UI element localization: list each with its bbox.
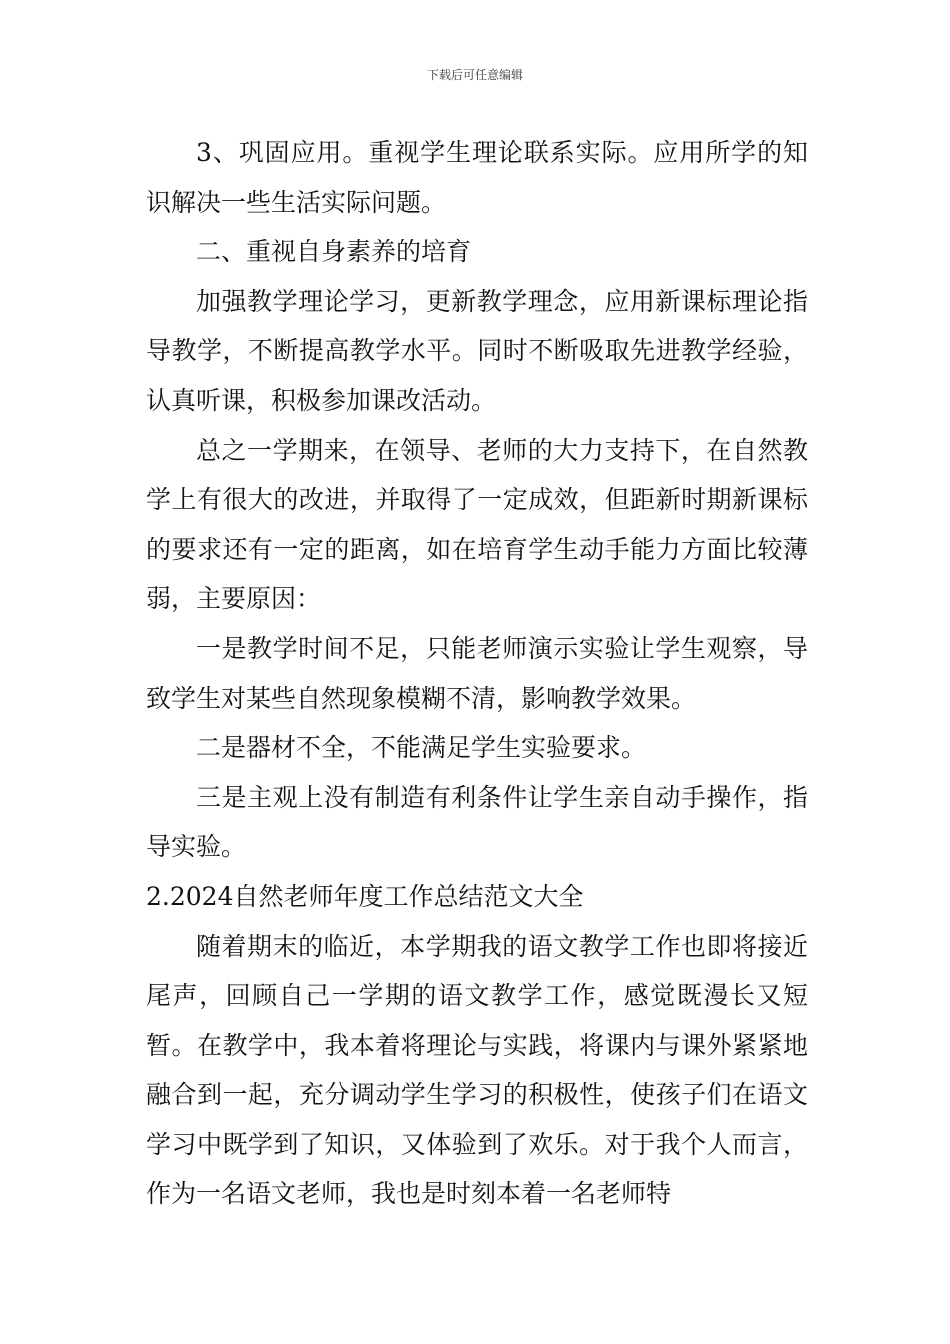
article-title: 2.2024自然老师年度工作总结范文大全	[146, 881, 584, 911]
paragraph-summary: 总之一学期来，在领导、老师的大力支持下，在自然教学上有很大的改进，并取得了一定成效，但距新时期新课标的要求还有一定的距离，如在培育学生动手能力方面比较薄弱，主要原因：	[146, 435, 808, 614]
section-heading-self-cultivation: 二、重视自身素养的培育	[196, 237, 472, 267]
paragraph-article-intro: 随着期末的临近，本学期我的语文教学工作也即将接近尾声，回顾自己一学期的语文教学工作，感觉既漫长又短暂。在教学中，我本着将理论与实践，将课内与课外紧紧地融合到一起，充分调动学生学习的积极性，使孩子们在语文学习中既学到了知识，又体验到了欢乐。对于我个人而言，作为一名语文老师，我也是时刻本着一名老师特	[146, 931, 808, 1209]
paragraph-reason-one: 一是教学时间不足，只能老师演示实验让学生观察，导致学生对某些自然现象模糊不清，影响教学效果。	[146, 633, 808, 713]
paragraph-theory-study: 加强教学理论学习，更新教学理念，应用新课标理论指导教学，不断提高教学水平。同时不断吸取先进教学经验，认真听课，积极参加课改活动。	[146, 286, 808, 415]
paragraph-reason-two: 二是器材不全，不能满足学生实验要求。	[196, 733, 647, 763]
document-body	[146, 128, 808, 1219]
paragraph-consolidate-application: 3、巩固应用。重视学生理论联系实际。应用所学的知识解决一些生活实际问题。	[146, 138, 808, 217]
page-header: 下载后可任意编辑	[426, 68, 523, 82]
paragraph-reason-three: 三是主观上没有制造有利条件让学生亲自动手操作，指导实验。	[146, 782, 808, 862]
